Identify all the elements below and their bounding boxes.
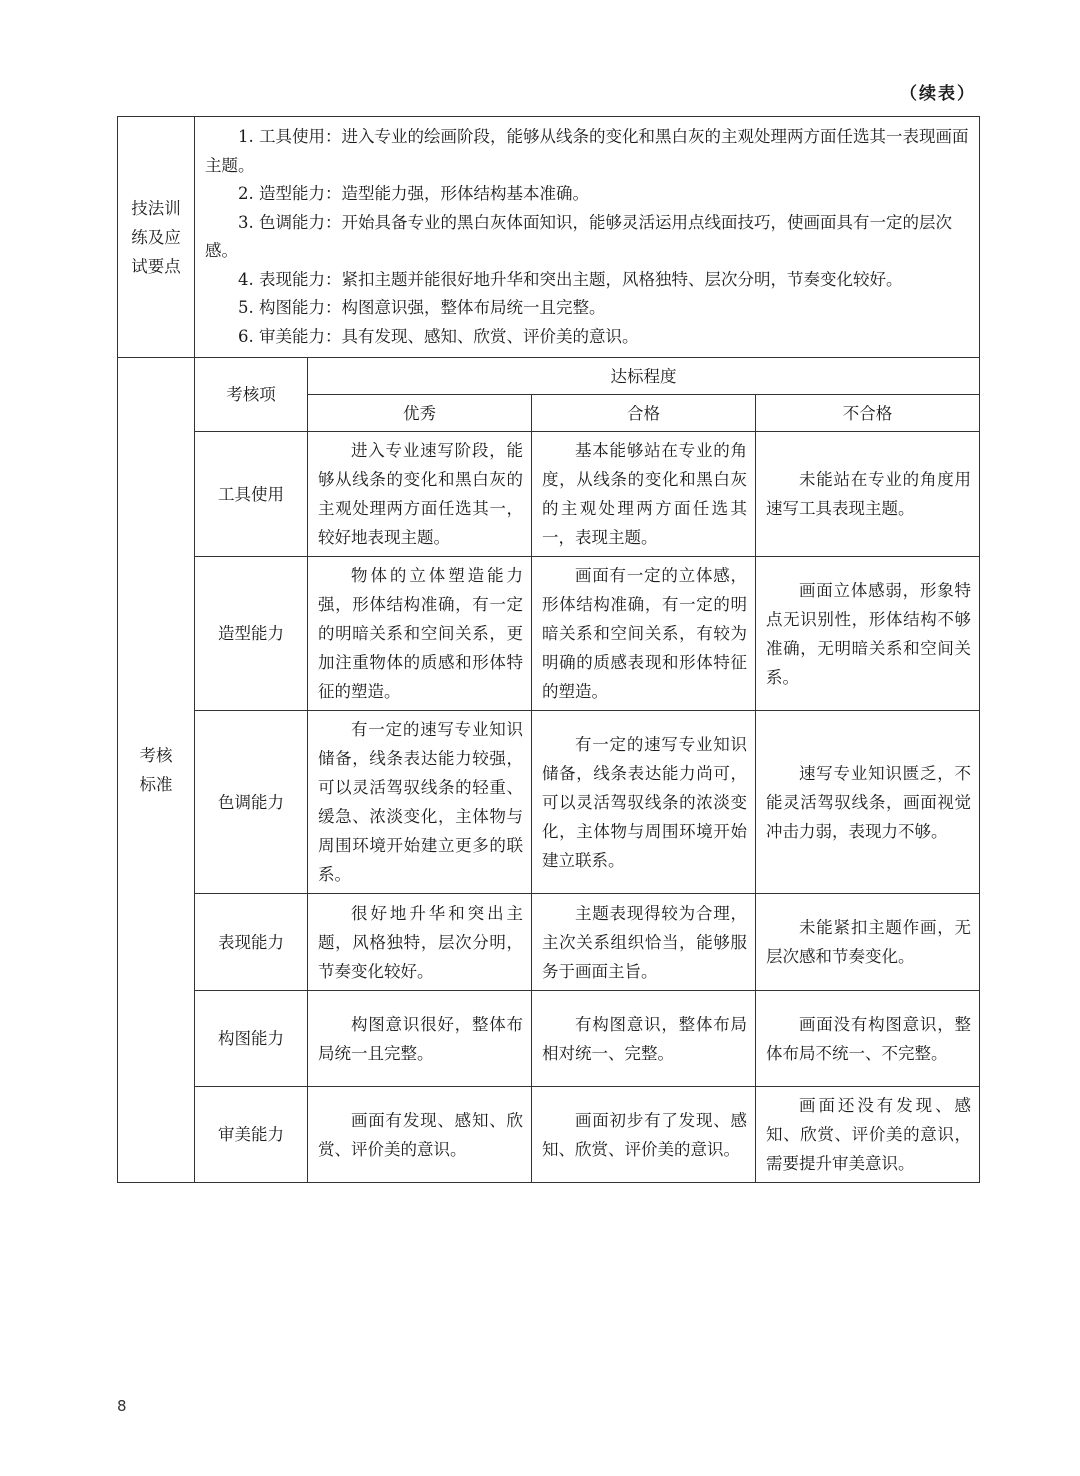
technique-label: 技法训练及应试要点 xyxy=(131,198,181,276)
table-row xyxy=(118,432,980,557)
technique-row xyxy=(118,117,980,358)
row-item: 构图能力 xyxy=(195,991,308,1087)
row-fail xyxy=(756,991,980,1087)
assessment-label: 考核标准 xyxy=(139,746,173,794)
row-pass xyxy=(532,1087,756,1183)
technique-point-4: 4. 表现能力：紧扣主题并能很好地升华和突出主题，风格独特、层次分明，节奏变化较好。 xyxy=(238,269,903,289)
row-pass xyxy=(532,557,756,711)
row-excellent-text: 构图意识很好，整体布局统一且完整。 xyxy=(318,1014,523,1063)
level-fail: 不合格 xyxy=(756,395,980,432)
table-row xyxy=(118,894,980,991)
row-pass-text: 有构图意识，整体布局相对统一、完整。 xyxy=(542,1014,747,1063)
row-pass-text: 有一定的速写专业知识储备，线条表达能力尚可，可以灵活驾驭线条的浓淡变化，主体物与周围环境开始建立联系。 xyxy=(542,734,747,870)
row-excellent xyxy=(308,557,532,711)
level-excellent: 优秀 xyxy=(308,395,532,432)
level-pass: 合格 xyxy=(532,395,756,432)
row-fail xyxy=(756,894,980,991)
page-number: 8 xyxy=(117,1397,127,1415)
row-fail-text: 画面没有构图意识，整体布局不统一、不完整。 xyxy=(766,1014,971,1063)
row-item: 工具使用 xyxy=(195,432,308,557)
row-fail-text: 画面还没有发现、感知、欣赏、评价美的意识，需要提升审美意识。 xyxy=(766,1096,971,1173)
row-item: 色调能力 xyxy=(195,711,308,894)
row-pass-text: 画面有一定的立体感，形体结构准确，有一定的明暗关系和空间关系，有较为明确的质感表现和形体特征的塑造。 xyxy=(542,566,747,701)
row-excellent-text: 物体的立体塑造能力强，形体结构准确，有一定的明暗关系和空间关系，更加注重物体的质感和形体特征的塑造。 xyxy=(318,566,523,701)
row-fail-text: 未能站在专业的角度用速写工具表现主题。 xyxy=(766,470,971,518)
row-excellent xyxy=(308,432,532,557)
row-item: 审美能力 xyxy=(195,1087,308,1183)
assessment-label-cell xyxy=(118,358,195,1183)
table-row xyxy=(118,557,980,711)
technique-point-1: 1. 工具使用：进入专业的绘画阶段，能够从线条的变化和黑白灰的主观处理两方面任选其一表现画面主题。 xyxy=(205,127,969,175)
row-excellent-text: 很好地升华和突出主题，风格独特，层次分明，节奏变化较好。 xyxy=(318,903,523,981)
row-excellent xyxy=(308,711,532,894)
row-pass-text: 画面初步有了发现、感知、欣赏、评价美的意识。 xyxy=(542,1110,747,1159)
row-excellent-text: 进入专业速写阶段，能够从线条的变化和黑白灰的主观处理两方面任选其一，较好地表现主题。 xyxy=(318,441,523,547)
row-pass xyxy=(532,894,756,991)
technique-point-6: 6. 审美能力：具有发现、感知、欣赏、评价美的意识。 xyxy=(238,326,639,346)
row-pass-text: 基本能够站在专业的角度，从线条的变化和黑白灰的主观处理两方面任选其一，表现主题。 xyxy=(542,441,747,547)
row-fail-text: 未能紧扣主题作画，无层次感和节奏变化。 xyxy=(766,918,971,966)
level-header: 达标程度 xyxy=(308,358,980,395)
technique-points xyxy=(195,117,980,358)
row-fail xyxy=(756,432,980,557)
row-pass xyxy=(532,432,756,557)
row-pass xyxy=(532,711,756,894)
row-fail xyxy=(756,711,980,894)
technique-point-3: 3. 色调能力：开始具备专业的黑白灰体面知识，能够灵活运用点线面技巧，使画面具有一定的层次感。 xyxy=(205,212,952,260)
technique-point-2: 2. 造型能力：造型能力强，形体结构基本准确。 xyxy=(238,184,589,203)
row-fail-text: 速写专业知识匮乏，不能灵活驾驭线条，画面视觉冲击力弱，表现力不够。 xyxy=(766,763,971,841)
row-excellent xyxy=(308,1087,532,1183)
row-item: 造型能力 xyxy=(195,557,308,711)
curriculum-table xyxy=(117,116,980,1183)
table-row xyxy=(118,991,980,1087)
row-excellent-text: 有一定的速写专业知识储备，线条表达能力较强，可以灵活驾驭线条的轻重、缓急、浓淡变化，主体物与周围环境开始建立更多的联系。 xyxy=(318,720,523,884)
row-excellent xyxy=(308,991,532,1087)
row-pass xyxy=(532,991,756,1087)
row-fail xyxy=(756,557,980,711)
table-row xyxy=(118,1087,980,1183)
row-fail xyxy=(756,1087,980,1183)
table-row xyxy=(118,711,980,894)
technique-point-5: 5. 构图能力：构图意识强，整体布局统一且完整。 xyxy=(238,298,606,317)
row-fail-text: 画面立体感弱，形象特点无识别性，形体结构不够准确，无明暗关系和空间关系。 xyxy=(766,580,971,687)
continued-label: （续表） xyxy=(900,84,976,104)
row-pass-text: 主题表现得较为合理，主次关系组织恰当，能够服务于画面主旨。 xyxy=(542,903,747,981)
row-excellent xyxy=(308,894,532,991)
item-header: 考核项 xyxy=(195,358,308,432)
technique-label-cell xyxy=(118,117,195,358)
assessment-header-row xyxy=(118,358,980,395)
row-item: 表现能力 xyxy=(195,894,308,991)
row-excellent-text: 画面有发现、感知、欣赏、评价美的意识。 xyxy=(318,1110,523,1159)
